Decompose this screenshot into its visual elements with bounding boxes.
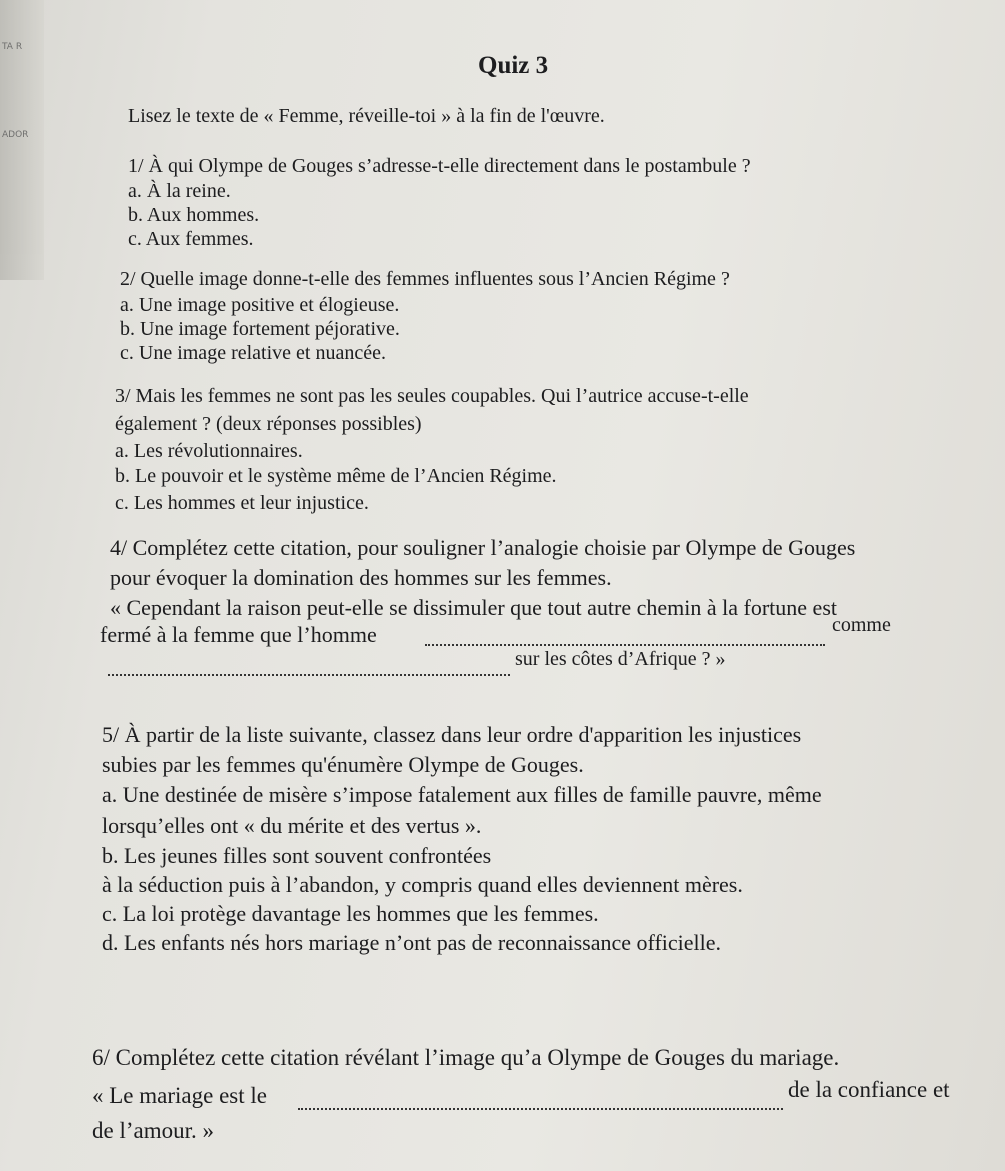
q2-question: 2/ Quelle image donne-t-elle des femmes influentes sous l’Ancien Régime ? <box>120 268 730 290</box>
q5-item-b-line2: à la séduction puis à l’abandon, y compris quand elles deviennent mères. <box>102 872 743 897</box>
q4-blank-2[interactable] <box>108 674 510 676</box>
q2-option-a: a. Une image positive et élogieuse. <box>120 294 400 316</box>
page-edge-strip: TA R ADOR <box>0 0 44 280</box>
q5-item-a-line1: a. Une destinée de misère s’impose fatalement aux filles de famille pauvre, même <box>102 782 822 807</box>
q2-option-b: b. Une image fortement péjorative. <box>120 318 400 340</box>
intro-text: Lisez le texte de « Femme, réveille-toi » à la fin de l'œuvre. <box>128 105 605 127</box>
page-title: Quiz 3 <box>478 52 549 79</box>
q4-quote-line3-end: sur les côtes d’Afrique ? » <box>515 648 726 670</box>
q4-quote-line2-end: comme <box>832 614 891 636</box>
q5-item-a-line2: lorsqu’elles ont « du mérite et des vertus ». <box>102 813 482 838</box>
q3-question-line2: également ? (deux réponses possibles) <box>115 413 422 435</box>
q4-question-line1: 4/ Complétez cette citation, pour souligner l’analogie choisie par Olympe de Gouges <box>110 535 856 560</box>
q5-question-line1: 5/ À partir de la liste suivante, classez dans leur ordre d'apparition les injustices <box>102 722 802 747</box>
q4-blank-1[interactable] <box>425 644 825 646</box>
q6-quote-end: de la confiance et <box>788 1077 950 1102</box>
quiz-sheet <box>20 0 1005 1171</box>
q5-item-d: d. Les enfants nés hors mariage n’ont pas de reconnaissance officielle. <box>102 930 722 955</box>
q4-question-line2: pour évoquer la domination des hommes sur les femmes. <box>110 565 612 590</box>
q1-option-b: b. Aux hommes. <box>128 204 260 226</box>
q3-option-a: a. Les révolutionnaires. <box>115 440 303 462</box>
q1-option-c: c. Aux femmes. <box>128 228 254 250</box>
q6-quote-start: « Le mariage est le <box>92 1083 267 1108</box>
q1-question: 1/ À qui Olympe de Gouges s’adresse-t-elle directement dans le postambule ? <box>128 155 751 177</box>
q6-blank[interactable] <box>298 1108 783 1110</box>
q4-quote-line2-start: fermé à la femme que l’homme <box>100 622 377 647</box>
q4-quote-line1: « Cependant la raison peut-elle se dissimuler que tout autre chemin à la fortune est <box>110 595 837 620</box>
q5-question-line2: subies par les femmes qu'énumère Olympe de Gouges. <box>102 752 584 777</box>
q5-item-c: c. La loi protège davantage les hommes que les femmes. <box>102 901 599 926</box>
q1-option-a: a. À la reine. <box>128 180 231 202</box>
q3-option-b: b. Le pouvoir et le système même de l’Ancien Régime. <box>115 465 557 487</box>
q2-option-c: c. Une image relative et nuancée. <box>120 342 386 364</box>
q5-item-b-line1: b. Les jeunes filles sont souvent confrontées <box>102 843 492 868</box>
q6-quote-line2: de l’amour. » <box>92 1118 214 1143</box>
q6-question: 6/ Complétez cette citation révélant l’image qu’a Olympe de Gouges du mariage. <box>92 1045 840 1070</box>
q3-option-c: c. Les hommes et leur injustice. <box>115 492 369 514</box>
q3-question-line1: 3/ Mais les femmes ne sont pas les seules coupables. Qui l’autrice accuse-t-elle <box>115 385 749 407</box>
